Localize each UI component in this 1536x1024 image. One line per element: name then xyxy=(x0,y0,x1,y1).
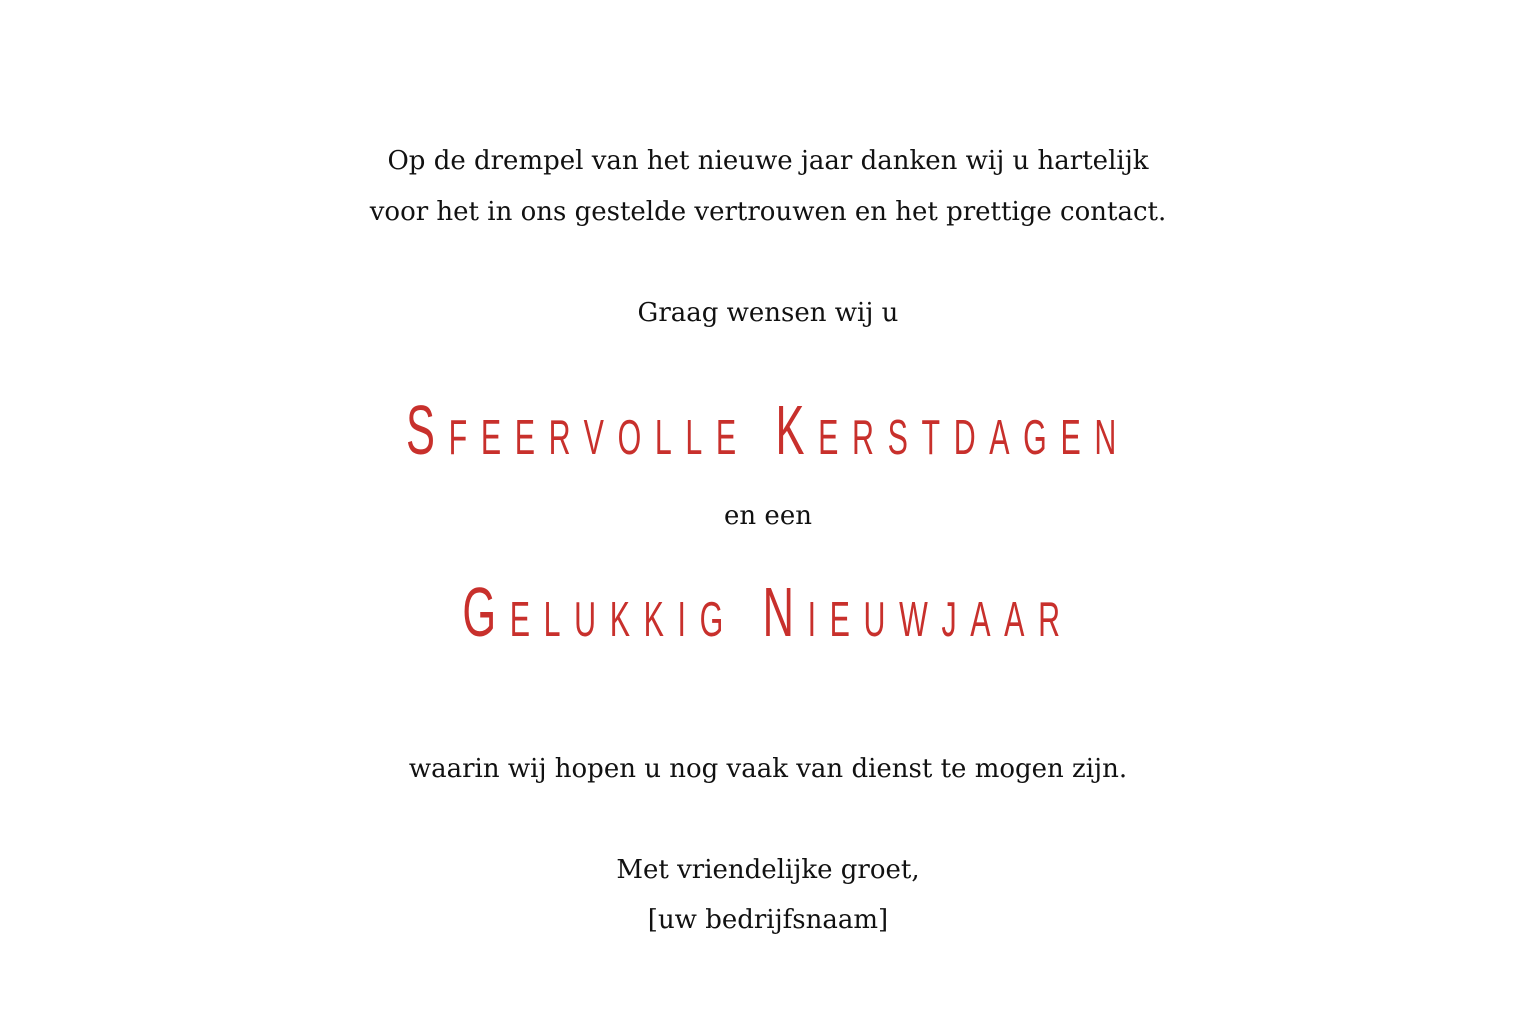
signoff-text: Met vriendelijke groet, xyxy=(616,855,920,885)
wish-line: Graag wensen wij u xyxy=(637,298,899,328)
closing-line: waarin wij hopen u nog vaak van dienst te mogen zijn. xyxy=(408,754,1128,784)
company-name-placeholder: [uw bedrijfsnaam] xyxy=(647,905,889,935)
intro-line-1: Op de drempel van het nieuwe jaar danken wij u hartelijk xyxy=(387,146,1149,176)
connector-text: en een xyxy=(724,501,812,531)
heading-christmas: Sfeervolle Kerstdagen xyxy=(406,391,1130,469)
heading-new-year: Gelukkig Nieuwjaar xyxy=(462,573,1074,651)
intro-line-2: voor het in ons gestelde vertrouwen en het prettige contact. xyxy=(369,197,1167,227)
